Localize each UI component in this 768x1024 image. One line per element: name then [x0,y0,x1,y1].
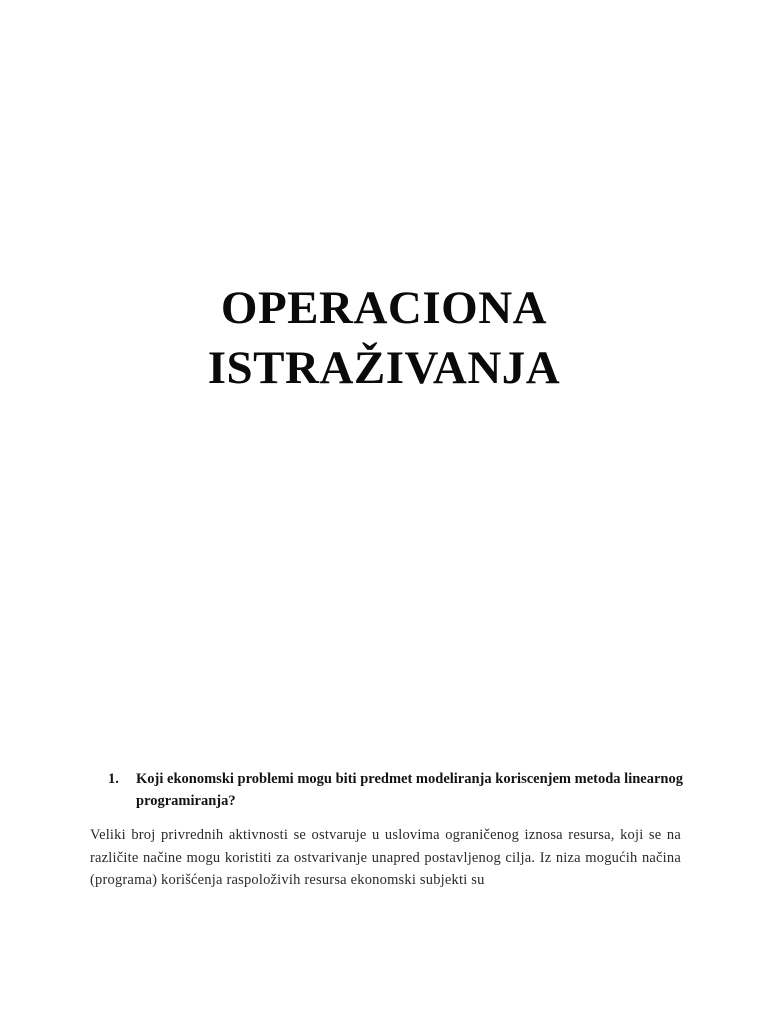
title-line-2: ISTRAŽIVANJA [207,342,561,394]
document-title [0,278,768,398]
question-heading [108,768,683,812]
question-number: 1. [108,771,119,787]
question-text: Koji ekonomski problemi mogu biti predmet modeliranja koriscenjem metoda linearnog programiranja? [136,771,683,809]
title-line-1: OPERACIONA [220,282,548,334]
body-paragraph: Veliki broj privrednih aktivnosti se ostvaruje u uslovima ograničenog iznosa resursa, koji se na različite načine mogu koristiti za ostvarivanje unapred postavljenog cilja. Iz niza mogućih načina (programa) korišćenja raspoloživih resursa ekonomski subjekti su [90,827,681,888]
